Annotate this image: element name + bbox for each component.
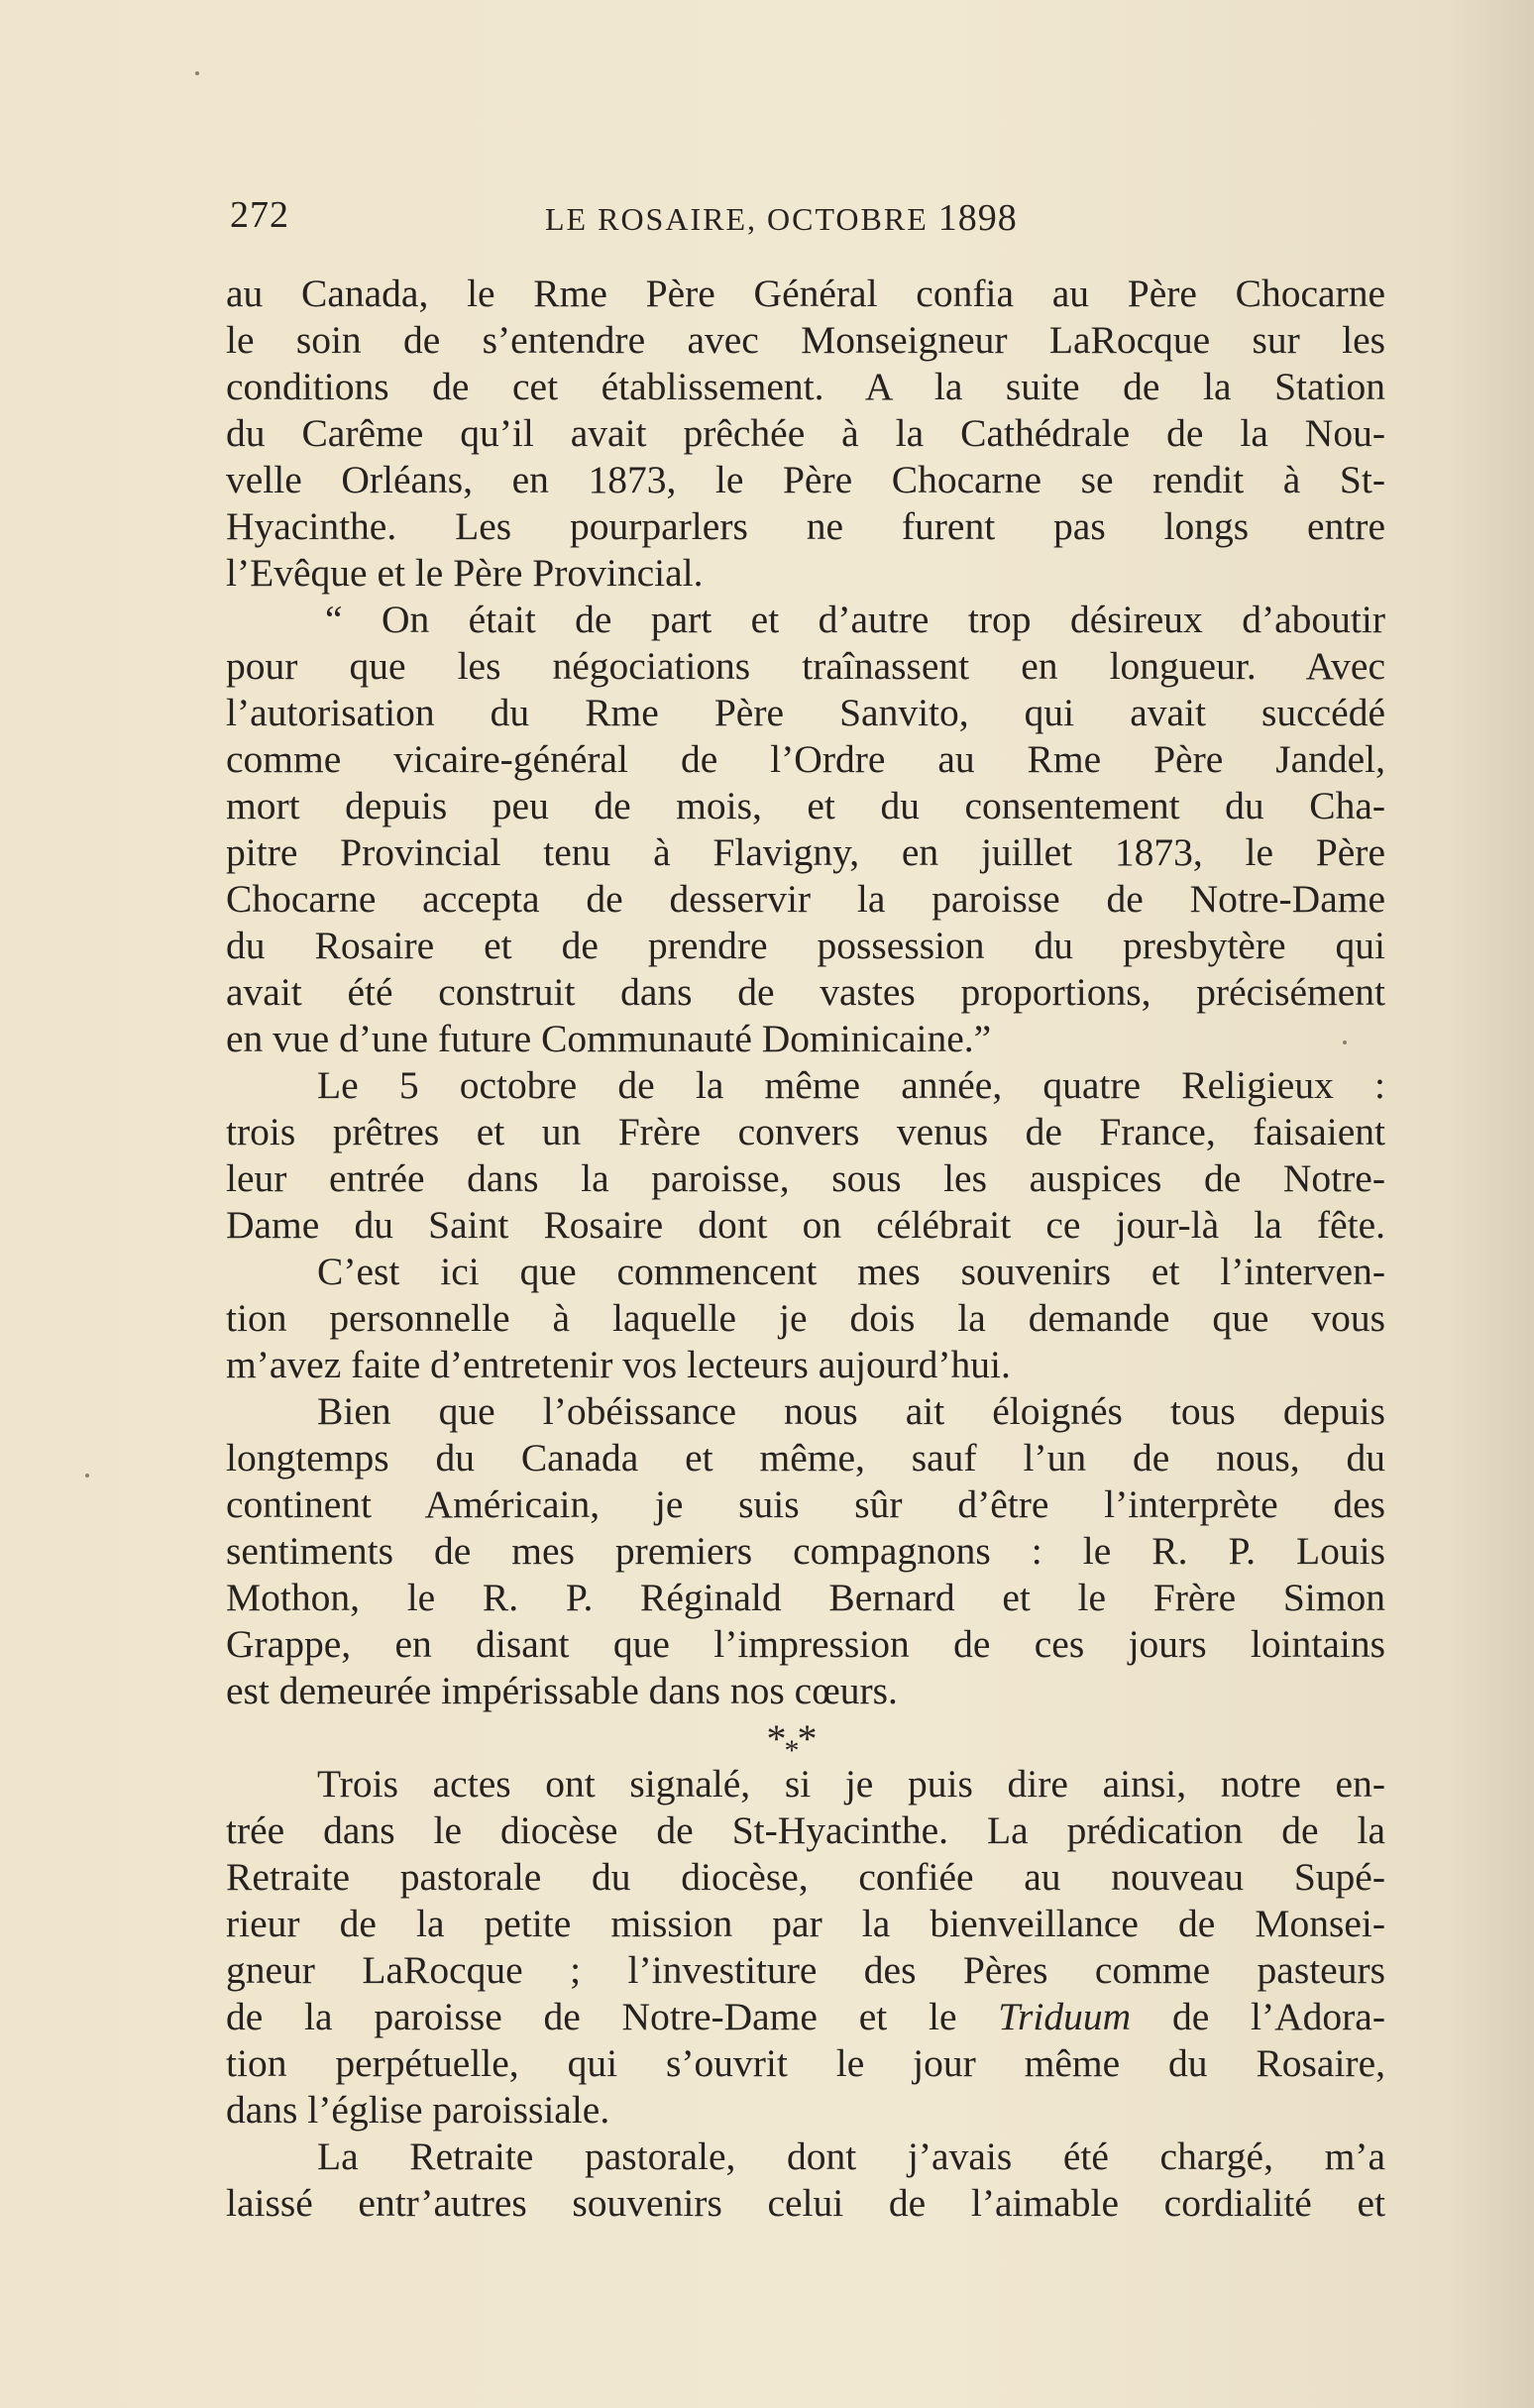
text-line: sentiments de mes premiers compagnons : le R. P. Louis (226, 1529, 1385, 1573)
text-line: du Carême qu’il avait prêchée à la Cathédrale de la Nou- (226, 411, 1385, 455)
text-line: du Rosaire et de prendre possession du presbytère qui (226, 924, 1385, 967)
running-title-text: LE ROSAIRE, OCTOBRE (545, 201, 929, 237)
text-line: pitre Provincial tenu à Flavigny, en juillet 1873, le Père (226, 830, 1385, 874)
text-line: Grappe, en disant que l’impression de ces jours lointains (226, 1622, 1385, 1666)
text-line: tion personnelle à laquelle je dois la demande que vous (226, 1296, 1385, 1340)
text-line: La Retraite pastorale, dont j’avais été chargé, m’a (317, 2134, 1385, 2178)
text-line: comme vicaire-général de l’Ordre au Rme Père Jandel, (226, 737, 1385, 781)
text-line: gneur LaRocque ; l’investiture des Pères comme pasteurs (226, 1948, 1385, 1992)
text-line: C’est ici que commencent mes souvenirs et l’interven- (317, 1250, 1385, 1293)
text-line: l’Evêque et le Père Provincial. (226, 551, 704, 595)
text-line: Bien que l’obéissance nous ait éloignés tous depuis (317, 1389, 1385, 1433)
text-line-triduum (226, 1994, 1385, 2040)
text-line: leur entrée dans la paroisse, sous les auspices de Notre- (226, 1156, 1385, 1200)
text-line: velle Orléans, en 1873, le Père Chocarne se rendit à St- (226, 458, 1385, 501)
text-line: tion perpétuelle, qui s’ouvrit le jour même du Rosaire, (226, 2041, 1385, 2085)
paper-speck (1343, 1040, 1347, 1044)
text-line: Le 5 octobre de la même année, quatre Religieux : (317, 1063, 1385, 1107)
text-line: au Canada, le Rme Père Général confia au Père Chocarne (226, 272, 1385, 315)
asterism-star: * (766, 1716, 785, 1761)
text-line: Trois actes ont signalé, si je puis dire ainsi, notre en- (317, 1762, 1385, 1806)
text-line: conditions de cet établissement. A la suite de la Station (226, 365, 1385, 408)
text-line: continent Américain, je suis sûr d’être l’interprète des (226, 1482, 1385, 1526)
text-line: le soin de s’entendre avec Monseigneur LaRocque sur les (226, 318, 1385, 362)
running-title-year: 1898 (937, 197, 1018, 239)
text-line: trois prêtres et un Frère convers venus de France, faisaient (226, 1110, 1385, 1153)
text-segment: de l’Adora- (1131, 1995, 1385, 2038)
text-line: rieur de la petite mission par la bienveillance de Monsei- (226, 1902, 1385, 1945)
text-line: Dame du Saint Rosaire dont on célébrait ce jour-là la fête. (226, 1203, 1385, 1247)
asterism-star: * (784, 1734, 798, 1767)
text-line: laissé entr’autres souvenirs celui de l’aimable cordialité et (226, 2181, 1385, 2225)
text-line: avait été construit dans de vastes proportions, précisément (226, 970, 1385, 1014)
text-line: “ On était de part et d’autre trop désireux d’aboutir (325, 598, 1385, 641)
text-line: l’autorisation du Rme Père Sanvito, qui avait succédé (226, 691, 1385, 734)
text-segment: de la paroisse de Notre-Dame et le (226, 1995, 999, 2038)
text-line: Chocarne accepta de desservir la paroisse de Notre-Dame (226, 877, 1385, 921)
text-line: m’avez faite d’entretenir vos lecteurs aujourd’hui. (226, 1343, 1011, 1386)
text-line: Mothon, le R. P. Réginald Bernard et le Frère Simon (226, 1576, 1385, 1619)
text-line: longtemps du Canada et même, sauf l’un de nous, du (226, 1436, 1385, 1479)
text-line: Hyacinthe. Les pourparlers ne furent pas longs entre (226, 504, 1385, 548)
body-text (226, 271, 1385, 2227)
asterism-section-break (226, 1714, 1385, 1767)
italic-term-triduum: Triduum (998, 1995, 1132, 2038)
text-line: en vue d’une future Communauté Dominicaine.” (226, 1017, 992, 1060)
asterism-star: * (797, 1716, 816, 1761)
running-title (545, 196, 1018, 240)
running-head (230, 193, 1102, 243)
text-line: pour que les négociations traînassent en longueur. Avec (226, 644, 1385, 688)
paper-speck (195, 71, 199, 75)
paper-speck (85, 1474, 89, 1478)
text-line: Retraite pastorale du diocèse, confiée au nouveau Supé- (226, 1855, 1385, 1899)
text-line: trée dans le diocèse de St-Hyacinthe. La prédication de la (226, 1808, 1385, 1852)
page-number: 272 (230, 194, 289, 236)
text-line: est demeurée impérissable dans nos cœurs. (226, 1669, 898, 1712)
text-line: mort depuis peu de mois, et du consentement du Cha- (226, 784, 1385, 827)
text-line: dans l’église paroissiale. (226, 2088, 610, 2132)
